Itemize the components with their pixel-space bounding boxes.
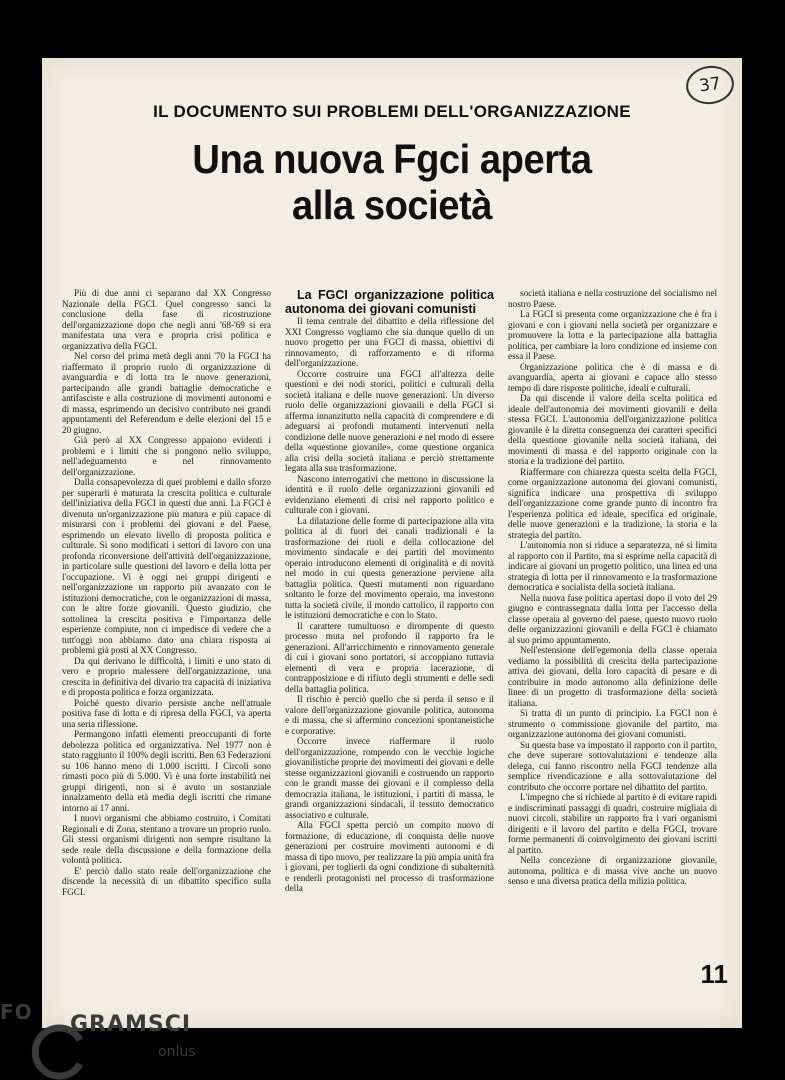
paragraph: L'autonomia non si riduce a separatezza, né si limita al rapporto con il Partito, ma si esprime nella capacità di indicare ai giovani un progetto politico, una linea ed una strategia di lotta per il rinnovamento e la trasformazione democratica e socialista della società italiana. — [508, 540, 717, 592]
paragraph: Organizzazione politica che è di massa e di avanguardia, aperta ai giovani e capace allo stesso tempo di dare risposte politiche, ideali e culturali. — [508, 361, 717, 393]
paragraph: Da qui derivano le difficoltà, i limiti e uno stato di vero e proprio malessere dell'organizzazione, una crescita in definitiva del divario tra capacità di iniziativa e di proposta politica e forza organizzata. — [62, 655, 271, 697]
article-body — [62, 288, 717, 1008]
paragraph: Si tratta di un punto di principio. La FGCI non è strumento o commissione giovanile del partito, ma organizzazione autonoma dei giovani comunisti. — [508, 708, 717, 739]
paragraph: Nella concezione di organizzazione giovanile, autonoma, politica e di massa vive anche un nuovo senso e una diversa pratica della milizia politica. — [508, 855, 717, 886]
paragraph: E' perciò dallo stato reale dell'organizzazione che discende la necessità di un dibattito specifico sulla FGCI. — [62, 865, 271, 897]
paragraph: Nella nuova fase politica apertasi dopo il voto del 29 giugno e contrassegnata dalla lotta per l'accesso della classe operaia al governo del paese, questo nuovo ruolo delle organizzazioni giovanili e della FGCI è chiamato al suo primo appuntamento. — [508, 592, 717, 645]
headline-line-2: alla società — [291, 182, 493, 228]
watermark — [0, 1000, 260, 1080]
paragraph: società italiana e nella costruzione del socialismo nel nostro Paese. — [508, 288, 717, 309]
paragraph: La FGCI si presenta come organizzazione che è fra i giovani e con i giovani nella società per organizzare e promuovere la lotta e la partecipazione alla battaglia politica, per cambiare la loro condizione ed insieme con essa il Paese. — [508, 309, 717, 361]
article-headline — [67, 136, 718, 228]
paragraph: Su questa base va impostato il rapporto con il partito, che deve superare sottovalutazioni e tendenze alla delega, cui fanno riscontro nella FGCI tendenze alla semplice rivendicazione e alla sottovalutazione del contributo che occorre portare nel dibattito del partito. — [508, 739, 717, 792]
paragraph: L'impegno che si richiede al partito è di evitare rapidi e indiscriminati passaggi di quadri, costruire migliaia di nuovi circoli, stabilire un rapporto fra i vari organismi dirigenti e il lavoro del partito e della FGCI, trovare forme permanenti di coinvolgimento dei giovani iscritti al partito. — [508, 792, 717, 855]
paragraph: Dalla consapevolezza di quei problemi e dallo sforzo per superarli è maturata la crescita politica e culturale dell'iniziativa della FGCI in questi due anni. La FGCI è divenuta un'organizzazione più matura e più capace di misurarsi con i problemi dei giovani e del Paese, esprimendo un elevato livello di proposta politica e culturale. Si sono modificati i settori di lavoro con una profonda riconversione dell'attività dell'organizzazione, in particolare sulle questioni del lavoro e della lotta per l'occupazione. Vi è oggi nei gruppi dirigenti e nell'organizzazione un rapporto più avanzato con le istituzioni democratiche, con le organizzazioni di massa, con le altre forze giovanili. Questo giudizio, che sottolinea la crescita positiva e l'importanza delle esperienze compiute, non ci impedisce di vedere che a tutt'oggi non abbiamo dato una chiara risposta ai problemi già posti al XX Congresso. — [62, 477, 271, 655]
magazine-page — [42, 58, 742, 1028]
paragraph: La dilatazione delle forme di partecipazione alla vita politica al di fuori dei canali tradizionali e la trasformazione dei ruoli e della collocazione del movimento sindacale e dei partiti del movimento operaio introducono elementi di originalità e di novità nel modo in cui questa generazione perviene alla battaglia politica. Questi mutamenti non riguardano soltanto le forze del movimento operaio, ma investono tutta la società civile, il mondo cattolico, il rapporto con le istituzioni democratiche e con lo Stato. — [285, 515, 494, 620]
article-kicker: IL DOCUMENTO SUI PROBLEMI DELL'ORGANIZZAZIONE — [153, 102, 631, 121]
watermark-left-text: FO — [0, 1000, 33, 1024]
text-column-2 — [285, 288, 494, 1008]
paragraph: Già però al XX Congresso appaiono evidenti i problemi e i limiti che si pongono nello sviluppo, nell'adeguamento e nel rinnovamento dell'organizzazione. — [62, 435, 271, 477]
paragraph: Nascono interrogativi che mettono in discussione la identità e il ruolo delle organizzazioni giovanili ed evidenziano elementi di crisi nel rapporto politico e culturale con i giovani. — [285, 473, 494, 515]
article-subhead: La FGCI organizzazione politica autonoma dei giovani comunisti — [285, 288, 494, 316]
headline-text — [67, 136, 718, 228]
paragraph: Nell'estensione dell'egemonia della classe operaia vediamo la possibilità di crescita della partecipazione attiva dei giovani, della loro capacità di pesare e di contribuire in modo autonomo alla definizione delle linee di un progetto di trasformazione della società italiana. — [508, 645, 717, 708]
paragraph: I nuovi organismi che abbiamo costruito, i Comitati Regionali e di Zona, stentano a trovare un proprio ruolo. Gli stessi organismi dirigenti non sempre risultano la sede reale della discussione e della formazione della volontà politica. — [62, 813, 271, 865]
paragraph: Occorre invece riaffermare il ruolo dell'organizzazione, rompendo con le vecchie logiche giovanilistiche proprie dei movimenti dei giovani e delle stesse organizzazioni giovanili e costruendo un rapporto con le grandi masse dei giovani e il complesso della democrazia italiana, le istituzioni, i partiti di massa, le grandi organizzazioni sindacali, il tessuto democratico associativo e culturale. — [285, 736, 494, 820]
watermark-main-text: GRAMSCI — [70, 1012, 192, 1037]
paragraph: Permangono infatti elementi preoccupanti di forte debolezza politica ed organizzativa. Nel 1977 non è stato raggiunto il 100% degli iscritti. Ben 63 Federazioni su 106 hanno meno di 1.000 iscritti. I Circoli sono rimasti poco più di 5.000. Vi è una forte instabilità nei gruppi dirigenti, non si è avuto un sostanziale innalzamento della età media degli iscritti che rimane intorno ai 17 anni. — [62, 729, 271, 813]
paragraph: Nel corso del prima metà degli anni '70 la FGCI ha riaffermato il proprio ruolo di organizzazione di avanguardia e di lotta tra le nuove generazioni, partecipando alle grandi battaglie democratiche e antifasciste e alla costruzione di movimenti autonomi e di massa, esprimendo un decisivo contributo nei grandi appuntamenti del Referendum e delle elezioni del 15 e 20 giugno. — [62, 351, 271, 435]
paragraph: Il tema centrale del dibattito e della riflessione del XXI Congresso vogliamo che sia dunque quello di un nuovo progetto per una FGCI di massa, obiettivi di rinnovamento, di rafforzamento e di riforma dell'organizzazione. — [285, 316, 494, 368]
paragraph: Alla FGCI spetta perciò un compito nuovo di formazione, di educazione, di conquista delle nuove generazioni per costruire movimenti autonomi e di massa di tipo nuovo, per realizzare la più ampia unità fra i giovani, per toglierli da ogni condizione di subalternità e renderli protagonisti nel processo di trasformazione della — [285, 820, 494, 893]
paragraph: Riaffermare con chiarezza questa scelta della FGCI, come organizzazione autonoma dei giovani comunisti, significa indicare una prospettiva di sviluppo dell'organizzazione come grande punto di incontro fra l'esperienza politica ed ideale, specifica ed originale, delle nuove generazioni e la tradizione, la storia e la strategia del partito. — [508, 466, 717, 540]
headline-line-1: Una nuova Fgci aperta — [192, 136, 592, 182]
paragraph: Il carattere tumultuoso e dirompente di questo processo muta nel profondo il rapporto fra le generazioni. All'arricchimento e rinnovamento generale di cui i giovani sono portatori, si accoppiano tuttavia elementi di vera e propria lacerazione, di contrapposizione e di rifiuto degli strumenti e delle sedi della battaglia politica. — [285, 620, 494, 694]
paragraph: Da qui discende il valore della scelta politica ed ideale dell'autonomia dei movimenti giovanili e della stessa FGCI. L'autonomia dell'organizzazione politica giovanile è la diretta conseguenza dei caratteri specifici della questione giovanile nella società italiana, dei movimenti di massa e del rapporto originale con la storia e la tradizione del partito. — [508, 393, 717, 466]
watermark-sub-text: onlus — [158, 1044, 196, 1060]
text-column-1 — [62, 288, 271, 1008]
paragraph: Più di due anni ci separano dal XX Congresso Nazionale della FGCI. Quel congresso sancì la conclusione della fase di ricostruzione dell'organizzazione dopo che negli anni '68-'69 si era manifestata una vera e propria crisi politica e organizzativa della FGCI. — [62, 288, 271, 351]
archive-number-annotation: 37 — [684, 63, 737, 107]
page-number: 11 — [700, 959, 728, 989]
paragraph: Occorre costruire una FGCI all'altezza delle questioni e dei nodi storici, politici e culturali della società italiana e delle nuove generazioni. Un diverso ruolo delle organizzazioni giovanili e della FGCI si afferma innanzitutto nella capacità di comprendere e di adeguarsi ai profondi mutamenti intervenuti nella condizione delle nuove generazioni e nel modo di essere della «questione giovanile», come questione organica alla crisi della società italiana e perciò strettamente legata alla sua trasformazione. — [285, 368, 494, 473]
paragraph: Poiché questo divario persiste anche nell'attuale positiva fase di lotta e di ripresa della FGCI, va aperta una seria riflessione. — [62, 697, 271, 729]
paragraph: Il rischio è perciò quello che si perda il senso e il valore dell'organizzazione giovanile politica, autonoma e di massa, che si affermino concezioni spontaneistiche e corporative. — [285, 694, 494, 736]
text-column-3 — [508, 288, 717, 1008]
